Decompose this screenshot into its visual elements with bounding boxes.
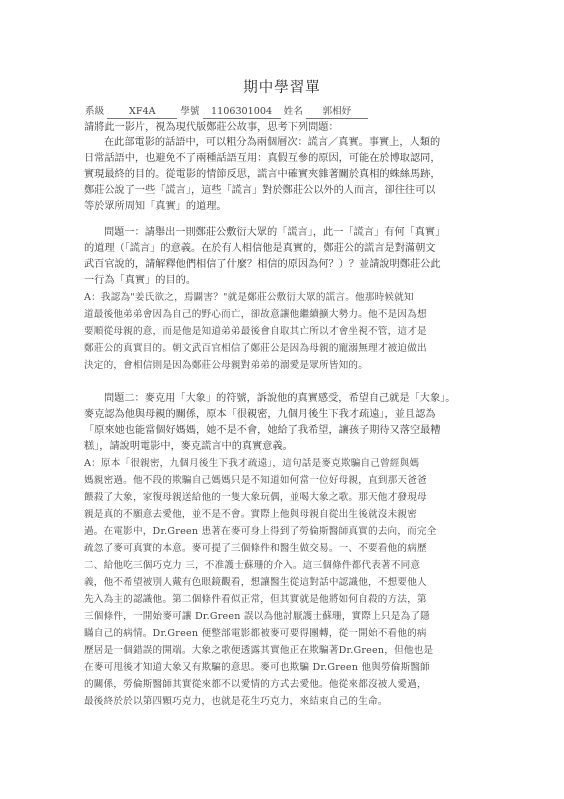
question-two-line: 麥克認為他與母親的關係，原本「很親密，九個月後生下我才疏遠」，並且認為 [84, 409, 436, 420]
answer-two-line: 親是真的不願意去愛他，並不是不會。實際上他與母親自從出生後就沒未親密 [84, 509, 417, 520]
question-two-line: 問題二：麥克用「大象」的符號，訴說他的真實感受，希望自己就是「大象」。 [104, 393, 456, 404]
answer-two-line: 過。在電影中，Dr.Green 患著在麥可身上得到了勞倫斯醫師真實的去向，而完全 [84, 526, 437, 537]
instruction-line: 請將此一影片，視為現代版鄭莊公故事，思考下列問題： [84, 122, 339, 133]
answer-one-line: 鄭莊公的真實目的。朝文武百官相信了鄭莊公是因為母親的寵溺無理才被迫做出 [84, 343, 427, 354]
dept-label: 系級 [85, 106, 105, 117]
answer-two-line: 媽親密過。他不段的欺騙自己媽媽只是不知道如何當一位好母親，直到那天爸爸 [84, 475, 427, 486]
question-one-line: 一行為「真實」的目的。 [84, 275, 197, 286]
answer-two-line: 在麥可甩後才知道大象又有欺騙的意思。麥可也欺騙 Dr.Green 他與勞倫斯醫師 [84, 662, 430, 673]
answer-two-line: 最後終於於以第四顆巧克力，也就是花生巧克力，來結束自己的生命。 [84, 696, 388, 707]
answer-two-line: 歷居是一個錯誤的開端。大象之歌便透露其實他正在欺騙著Dr.Green，但他也是 [84, 645, 434, 656]
intro-line: 日常話語中，也避免不了兩種話語互用：真假互參的原因，可能在於博取認同， [84, 153, 441, 164]
intro-line: 在此部電影的話語中，可以粗分為兩個層次：謊言／真實。事實上，人類的 [104, 137, 441, 148]
question-one-line: 問題一：請舉出一則鄭莊公敷衍大眾的「謊言」，此一「謊言」有何「真實」 [104, 227, 446, 238]
document-title: 期中學習單 [243, 80, 321, 96]
answer-two-line: 的關係，勞倫斯醫師其實從來都不以愛情的方式去愛他。他從來都沒被人愛過， [84, 679, 427, 690]
answer-two-line: 先入為主的認識他。第二個條件看似正常，但其實就是他將如何自殺的方法，第 [84, 594, 427, 605]
answer-two-line: 二、給他吃三個巧克力 三，不准護士蘇珊的介入。這三個條件都代表著不同意 [84, 560, 421, 571]
name-value: 郭相妤 [306, 106, 368, 119]
answer-one-line: 要順從母親的意，而是他是知道弟弟最後會自取其亡所以才會坐視不管，這才是 [84, 326, 427, 337]
answer-two-line: A：原本「很親密，九個月後生下我才疏遠」，這句話是麥克欺騙自己曾經與媽 [84, 458, 420, 469]
dept-value: XF4A [107, 106, 177, 119]
answer-two-line: 三個條件，一開始麥可讓 Dr.Green 誤以為他討厭護士蘇珊，實際上只是為了隱 [84, 611, 430, 622]
intro-line: 鄭莊公說了一些「謊言」，這些「謊言」對於鄭莊公以外的人而言，卻往往可以 [84, 185, 436, 196]
question-one-line: 武百官說的，請解釋他們相信了什麼？相信的原因為何？）？並請說明鄭莊公此 [84, 259, 441, 270]
intro-line: 等於眾所周知「真實」的道理。 [84, 201, 227, 212]
question-two-line: 「原來她也能當個好媽媽，她不是不會，她給了我希望，讓孩子期待又落空最糟 [84, 425, 441, 436]
answer-one-line: A：我認為"姜氏欲之，焉闢害？"就是鄭莊公敷衍大眾的謊言。他那時候就知 [84, 292, 414, 303]
question-two-line: 糕」，請說明電影中，麥克謊言中的真實意義。 [84, 441, 293, 452]
answer-two-line: 義，他不希望被別人戴有色眼鏡觀看，想讓醫生從這對話中認識他，不想要他人 [84, 577, 427, 588]
answer-two-line: 瞞自己的病情。Dr.Green 便整部電影都被麥可要得團轉，從一開始不看他的病 [84, 628, 427, 639]
id-value: 1106301004 [203, 106, 281, 119]
answer-two-line: 疏忽了麥可真實的本意。麥可提了三個條件和醫生做交易。一、不要看他的病歷 [84, 543, 427, 554]
question-one-line: 的道理（「謊言」的意義。在於有人相信他是真實的，鄭莊公的謊言是對滿朝文 [84, 243, 436, 254]
name-label: 姓名 [283, 106, 303, 117]
answer-one-line: 道最後他弟弟會因為自己的野心而亡，卻故意讓他繼續擴大勢力。他不是因為想 [84, 309, 427, 320]
intro-line: 實現最終的目的。從電影的情節反思，謊言中確實夾雜著關於真相的蛛絲馬跡， [84, 169, 441, 180]
answer-two-line: 餵殺了大象，家復母親送給他的一隻大象玩偶，並喝大象之歌。那天他才發現母 [84, 492, 427, 503]
answer-one-line: 決定的，會相信則是因為鄭莊公母親對弟弟的溺愛是眾所皆知的。 [84, 360, 369, 371]
id-label: 學號 [180, 106, 200, 117]
